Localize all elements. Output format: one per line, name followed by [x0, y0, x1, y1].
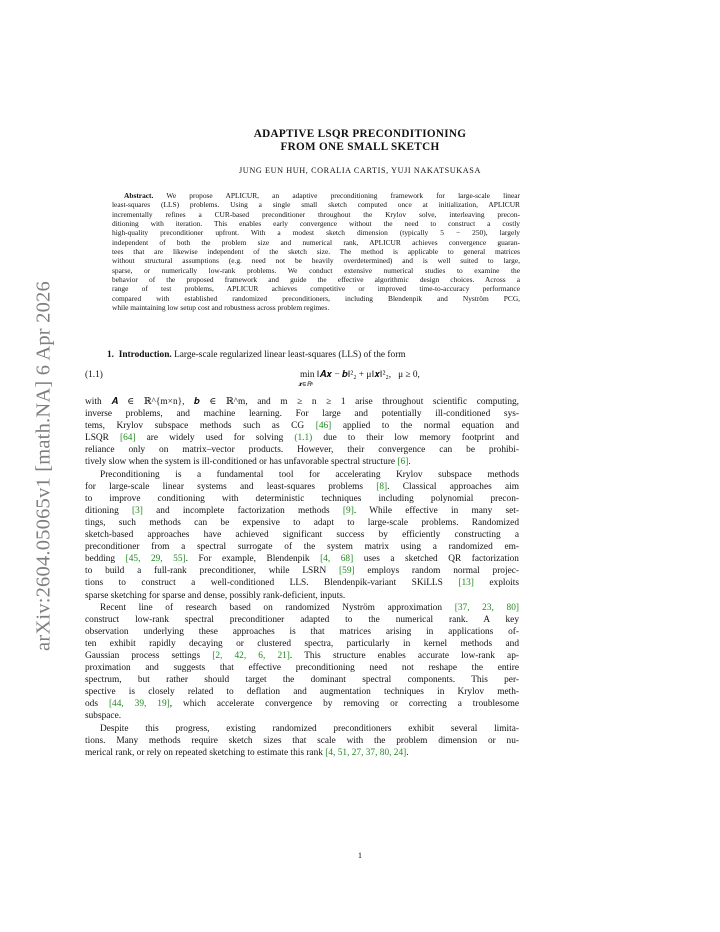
section-heading — [107, 350, 406, 360]
paragraph-line: preconditioner from a spectral surrogate of the system matrix using a randomized em- — [85, 542, 519, 553]
paper-title-line-2: FROM ONE SMALL SKETCH — [280, 141, 440, 153]
paragraph-line: tems, Krylov subspace methods such as CG [46] applied to the normal equation and — [85, 421, 519, 432]
paragraph-line: bedding [45, 29, 55]. For example, Blendenpik [4, 68] uses a sketched QR factorization — [85, 554, 519, 565]
author-list: JUNG EUN HUH, CORALIA CARTIS, YUJI NAKATSUKASA — [239, 166, 481, 175]
abstract-line: without structural assumptions (e.g. need not be heavily overdetermined) and is well suited to large, — [112, 256, 520, 266]
paragraph-line: spectrum, but rather should target the dominant spectral components. This per- — [85, 675, 519, 686]
abstract-line: least-squares (LLS) problems. Using a single small sketch computed once at initialization, APLICUR — [112, 200, 520, 210]
abstract-line: compared with established randomized preconditioners, including Blendenpik and Nyström PCG, — [112, 293, 520, 303]
paragraph-line: ten exhibit rapidly decaying or clustered spectra, particularly in kernel methods and — [85, 638, 519, 649]
equation-body — [300, 370, 420, 380]
equation-1-1 — [85, 370, 519, 392]
citation-link[interactable]: [4, 68] — [320, 554, 354, 565]
paragraph-line: construct low-rank spectral preconditioner adapted to the numerical rank. A key — [85, 614, 519, 625]
citation-link[interactable]: [64] — [119, 433, 136, 444]
paragraph-line: sketch-based approaches have achieved significant success by efficiently constructing a — [85, 530, 519, 541]
paragraph-line: merical rank, or rely on repeated sketching to estimate this rank [4, 51, 27, 37, 80, 24]. — [85, 747, 409, 758]
paragraph-line: tions. Many methods require sketch sizes that scale with the problem dimension or nu- — [85, 735, 519, 746]
arxiv-identifier[interactable]: arXiv:2604.05065v1 [math.NA] 6 Apr 2026 — [32, 281, 55, 651]
page-number: 1 — [357, 851, 363, 860]
citation-link[interactable]: (1.1) — [294, 433, 313, 444]
paragraph-line: to improve conditioning with deterministic techniques including polynomial precon- — [85, 493, 519, 504]
paragraph-line: sparse sketching for sparse and dense, possibly rank-deficient, inputs. — [85, 590, 346, 601]
equation-label: (1.1) — [85, 370, 103, 380]
abstract-line: sparse, or numerically low-rank problems. We conduct extensive numerical studies to examine the — [112, 265, 520, 275]
abstract-line: behavior of the proposed framework and guide the effective algorithmic design choices. Across a — [112, 275, 520, 285]
paragraph-line: ditioning [3] and incomplete factorization methods [9]. While effective in many set- — [85, 505, 519, 516]
abstract-line: incrementally refines a CUR-based preconditioner throughout the Krylov solve, interleaving precon- — [112, 209, 520, 219]
abstract-line: independent of both the problem size and numerical rank, APLICUR achieves convergence guaran- — [112, 237, 520, 247]
abstract-line: while maintaining low setup cost and robustness across problem regimes. — [112, 303, 330, 313]
citation-link[interactable]: [4, 51, 27, 37, 80, 24] — [325, 747, 407, 758]
paragraph-line: tively slow when the system is ill-conditioned or has unfavorable spectral structure [6]. — [85, 457, 411, 468]
paragraph-line: Recent line of research based on randomized Nyström approximation [37, 23, 80] — [100, 602, 519, 613]
paragraph-line: for large-scale linear systems and least-squares problems [8]. Classical approaches aim — [85, 481, 519, 492]
citation-link[interactable]: [2, 42, 6, 21] — [212, 650, 290, 661]
paragraph-line: reliance only on matrix–vector products. However, their convergence can be prohibi- — [85, 445, 519, 456]
abstract-line: ditioning with iteration. This enables early convergence without the need to construct a costly — [112, 219, 520, 229]
abstract-line: range of test problems, APLICUR achieves competitive or improved time-to-accuracy performance — [112, 284, 520, 294]
citation-link[interactable]: [13] — [458, 578, 474, 589]
citation-link[interactable]: [37, 23, 80] — [454, 602, 519, 613]
paragraph-line: Despite this progress, existing randomized preconditioners exhibit several limita- — [100, 723, 519, 734]
paragraph-line: Preconditioning is a fundamental tool for accelerating Krylov subspace methods — [100, 469, 519, 480]
equation-min: min — [300, 370, 315, 380]
abstract — [112, 191, 520, 312]
abstract-line: tees that are likewise independent of the sketch size. The method is applicable to general matrices — [112, 247, 520, 257]
equation-subscript: 𝒙∈ℝⁿ — [298, 381, 313, 388]
paragraph-line: tions to construct a well-conditioned LLS. Blendenpik-variant SKiLLS [13] exploits — [85, 578, 519, 589]
citation-link[interactable]: [9] — [342, 505, 354, 516]
section-lead-text: Large-scale regularized linear least-squares (LLS) of the form — [174, 350, 406, 360]
paragraph-line: proximation and suggests that effective preconditioning need not reshape the entire — [85, 663, 519, 674]
paper-title-line-1: ADAPTIVE LSQR PRECONDITIONING — [253, 128, 467, 140]
paragraph-line: Gaussian process settings [2, 42, 6, 21]. This structure enables accurate low-rank ap- — [85, 650, 519, 661]
paragraph-line: inverse problems, and machine learning. For large and potentially ill-conditioned sys- — [85, 409, 519, 420]
citation-link[interactable]: [3] — [131, 505, 143, 516]
abstract-label: Abstract. — [124, 191, 154, 200]
paragraph-line: ods [44, 39, 19], which accelerate convergence by removing or correcting a troublesome — [85, 699, 519, 710]
paragraph-line: observation underlying these approaches is that matrices arising in applications of- — [85, 626, 519, 637]
equation-expression: ‖𝑨𝒙 − 𝒃‖²₂ + μ‖𝒙‖²₂, — [316, 370, 392, 380]
paragraph-line: to build a full-rank preconditioner, while LSRN [59] employs random normal projec- — [85, 566, 519, 577]
introduction-body — [85, 396, 519, 759]
section-number: 1. — [107, 350, 115, 360]
paragraph-line: subspace. — [85, 711, 122, 722]
abstract-line: high-quality preconditioner upfront. With a modest sketch dimension (typically 5 − 250), largely — [112, 228, 520, 238]
paragraph-line: LSQR [64] are widely used for solving (1.1) due to their low memory footprint and — [85, 433, 519, 444]
citation-link[interactable]: [46] — [315, 421, 332, 432]
citation-link[interactable]: [6] — [397, 457, 409, 468]
section-title: Introduction. — [118, 350, 172, 360]
abstract-line: Abstract. We propose APLICUR, an adaptive preconditioning framework for large-scale linear — [124, 191, 520, 200]
citation-link[interactable]: [8] — [376, 481, 388, 492]
equation-constraint: μ ≥ 0, — [398, 370, 420, 380]
citation-link[interactable]: [45, 29, 55] — [125, 554, 186, 565]
paragraph-line: spective is closely related to deflation and augmentation techniques in Krylov meth- — [85, 687, 519, 698]
paragraph-line: tings, such methods can be expensive to adapt to large-scale problems. Randomized — [85, 517, 519, 528]
citation-link[interactable]: [44, 39, 19] — [108, 699, 170, 710]
paragraph-line: with 𝑨 ∈ ℝ^{m×n}, 𝒃 ∈ ℝ^m, and m ≥ n ≥ 1 arise throughout scientific computing, — [85, 397, 519, 407]
citation-link[interactable]: [59] — [339, 566, 355, 577]
